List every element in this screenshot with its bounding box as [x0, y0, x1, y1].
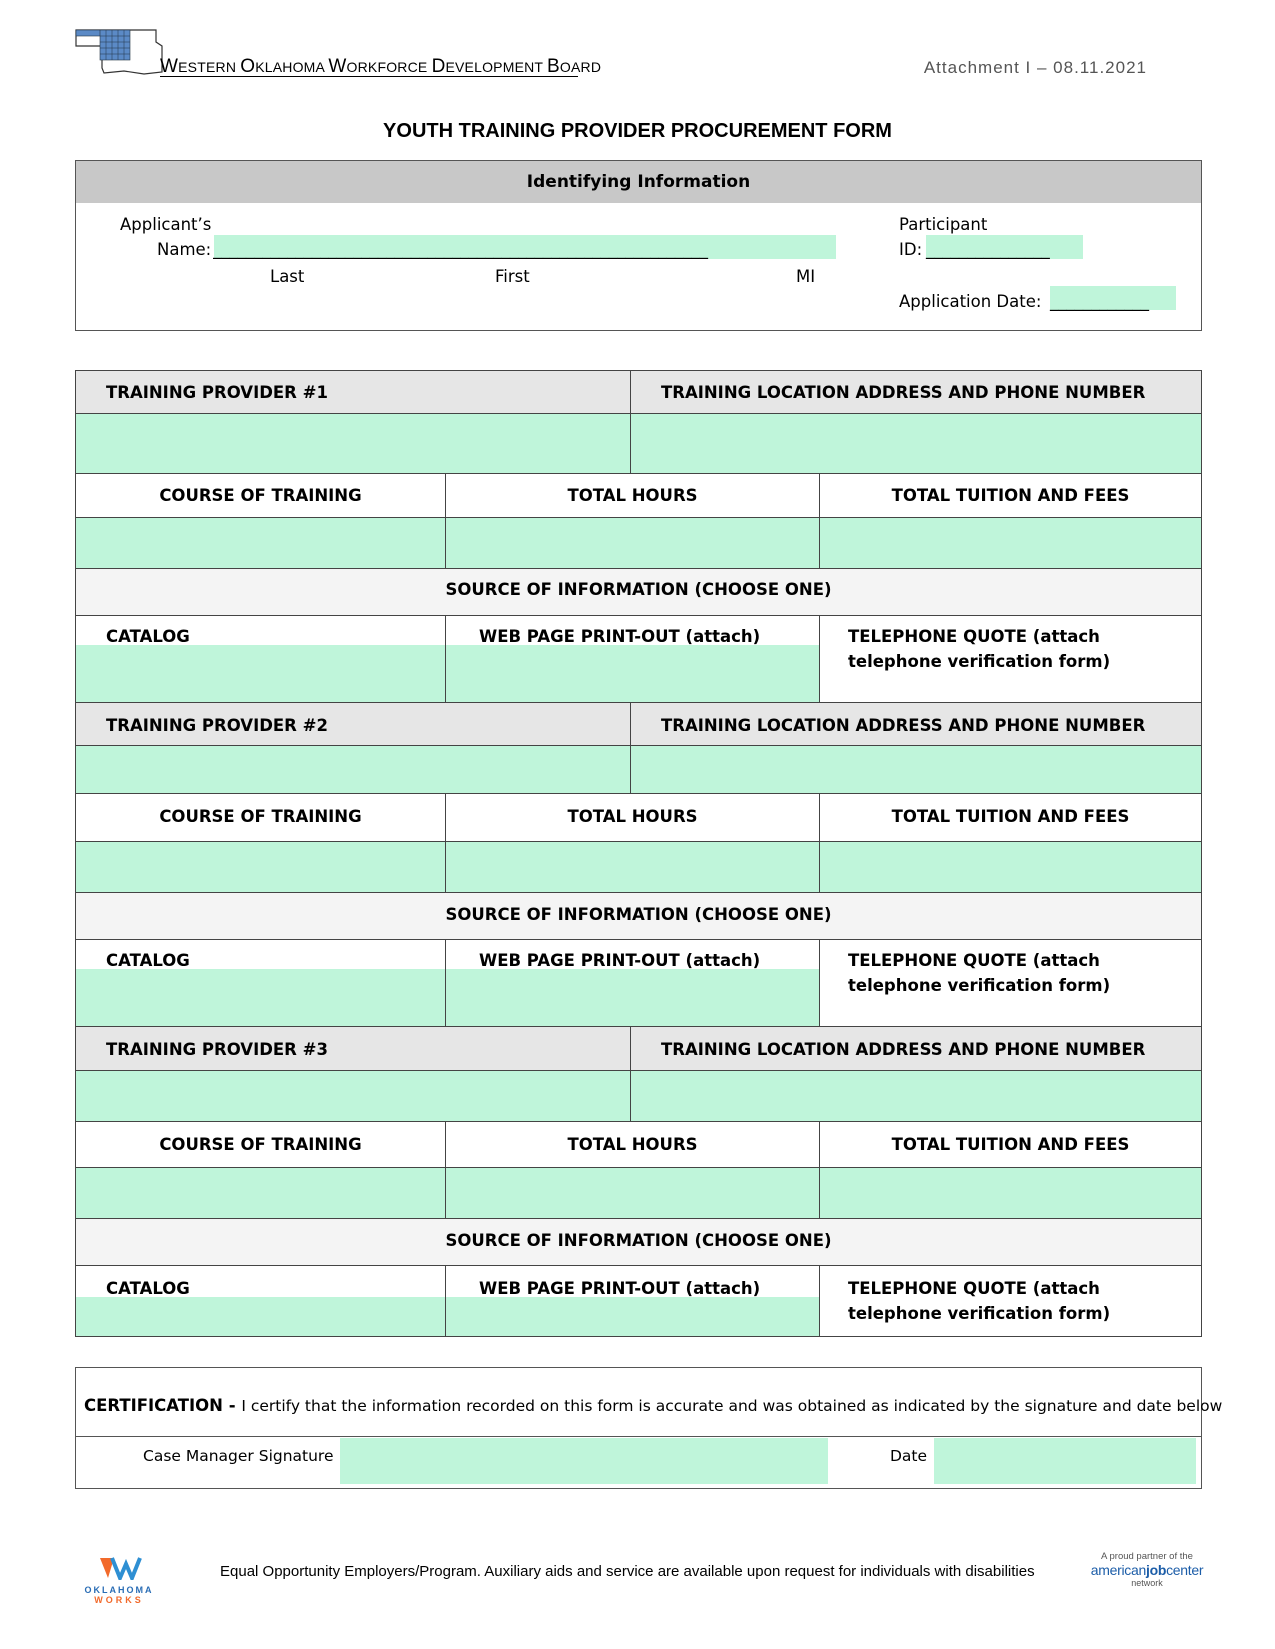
provider-2-web-input[interactable] — [446, 969, 819, 1026]
provider-1-name-input[interactable] — [75, 413, 631, 474]
provider-1-course-input[interactable] — [75, 517, 446, 569]
signature-input[interactable] — [340, 1438, 828, 1484]
provider-3-phone-label-1: TELEPHONE QUOTE (attach — [848, 1279, 1100, 1298]
provider-3-source-label: SOURCE OF INFORMATION (CHOOSE ONE) — [445, 1231, 832, 1250]
signature-label: Case Manager Signature — [143, 1447, 334, 1465]
attachment-label: Attachment I – 08.11.2021 — [923, 58, 1147, 77]
provider-2-phone-label-2: telephone verification form) — [848, 976, 1111, 995]
provider-2-hours-label: TOTAL HOURS — [567, 807, 698, 826]
participant-label: Participant — [899, 215, 988, 234]
provider-1-hours-label: TOTAL HOURS — [567, 486, 698, 505]
org-name: WESTERN OKLAHOMA WORKFORCE DEVELOPMENT BOARD — [160, 56, 602, 77]
org-underline — [160, 76, 578, 77]
provider-2-catalog-input[interactable] — [76, 969, 445, 1026]
provider-3-location-input[interactable] — [630, 1070, 1202, 1122]
name-label: Name: — [157, 240, 212, 259]
provider-1-location-label: TRAINING LOCATION ADDRESS AND PHONE NUMBER — [661, 383, 1146, 402]
provider-3-phone-cell — [819, 1265, 1202, 1337]
ajc-wordmark: americanjobcenter — [1090, 1562, 1204, 1578]
american-job-center-logo — [1088, 1551, 1206, 1588]
certification-text: CERTIFICATION - I certify that the information recorded on this form is accurate and was obtained as indicated by the signature and date below — [84, 1396, 1223, 1415]
application-date-underline: ____________ — [1050, 292, 1149, 311]
provider-1-location-input[interactable] — [630, 413, 1202, 474]
oklahoma-works-text-1: OKLAHOMA — [84, 1585, 154, 1595]
provider-1-label: TRAINING PROVIDER #1 — [106, 383, 328, 402]
provider-2-tuition-label: TOTAL TUITION AND FEES — [891, 807, 1130, 826]
provider-2-source-label: SOURCE OF INFORMATION (CHOOSE ONE) — [445, 905, 832, 924]
last-label: Last — [270, 267, 305, 286]
provider-3-name-input[interactable] — [75, 1070, 631, 1122]
provider-3-catalog-label: CATALOG — [106, 1279, 190, 1298]
certification-divider — [76, 1436, 1201, 1437]
provider-3-hours-input[interactable] — [445, 1167, 820, 1219]
provider-3-tuition-input[interactable] — [819, 1167, 1202, 1219]
oklahoma-works-text-2: WORKS — [94, 1595, 144, 1605]
cert-date-input[interactable] — [934, 1438, 1196, 1484]
page-title: YOUTH TRAINING PROVIDER PROCUREMENT FORM — [383, 120, 892, 142]
provider-1-source-label: SOURCE OF INFORMATION (CHOOSE ONE) — [445, 580, 832, 599]
provider-3-label: TRAINING PROVIDER #3 — [106, 1040, 328, 1059]
provider-2-phone-label-1: TELEPHONE QUOTE (attach — [848, 951, 1100, 970]
provider-1-catalog-input[interactable] — [76, 645, 445, 702]
oklahoma-map-logo — [74, 28, 164, 83]
provider-3-course-input[interactable] — [75, 1167, 446, 1219]
participant-id-underline: _______________ — [926, 240, 1050, 259]
provider-2-tuition-input[interactable] — [819, 841, 1202, 893]
provider-2-location-label: TRAINING LOCATION ADDRESS AND PHONE NUMBER — [661, 716, 1146, 735]
provider-1-phone-label-1: TELEPHONE QUOTE (attach — [848, 627, 1100, 646]
provider-2-location-input[interactable] — [630, 745, 1202, 794]
footer-disclaimer: Equal Opportunity Employers/Program. Auxiliary aids and service are available upon request for individuals with disabilities — [220, 1563, 1035, 1580]
provider-1-web-label: WEB PAGE PRINT-OUT (attach) — [479, 627, 761, 646]
provider-1-catalog-label: CATALOG — [106, 627, 190, 646]
provider-2-course-label: COURSE OF TRAINING — [159, 807, 362, 826]
provider-1-web-input[interactable] — [446, 645, 819, 702]
first-label: First — [495, 267, 530, 286]
provider-2-web-label: WEB PAGE PRINT-OUT (attach) — [479, 951, 761, 970]
provider-3-location-label: TRAINING LOCATION ADDRESS AND PHONE NUMBER — [661, 1040, 1146, 1059]
provider-1-tuition-input[interactable] — [819, 517, 1202, 569]
provider-3-course-label: COURSE OF TRAINING — [159, 1135, 362, 1154]
provider-3-catalog-input[interactable] — [76, 1297, 445, 1336]
provider-3-phone-label-2: telephone verification form) — [848, 1304, 1111, 1323]
identifying-heading: Identifying Information — [76, 161, 1201, 203]
provider-3-web-input[interactable] — [446, 1297, 819, 1336]
mi-label: MI — [796, 267, 816, 286]
provider-2-catalog-label: CATALOG — [106, 951, 190, 970]
oklahoma-works-mark-icon — [96, 1556, 142, 1580]
participant-id-label: ID: — [899, 240, 923, 259]
provider-1-course-label: COURSE OF TRAINING — [159, 486, 362, 505]
oklahoma-works-logo — [78, 1556, 160, 1605]
application-date-label: Application Date: — [899, 292, 1042, 311]
ajc-tagline: A proud partner of the — [1101, 1551, 1193, 1562]
name-underline: ____________________________________________________________ — [213, 240, 708, 259]
provider-3-hours-label: TOTAL HOURS — [567, 1135, 698, 1154]
provider-1-phone-label-2: telephone verification form) — [848, 652, 1111, 671]
provider-2-course-input[interactable] — [75, 841, 446, 893]
cert-date-label: Date — [890, 1447, 928, 1465]
applicant-label: Applicant’s — [120, 215, 212, 234]
provider-2-hours-input[interactable] — [445, 841, 820, 893]
provider-3-tuition-label: TOTAL TUITION AND FEES — [891, 1135, 1130, 1154]
provider-1-tuition-label: TOTAL TUITION AND FEES — [891, 486, 1130, 505]
ajc-network: network — [1131, 1578, 1163, 1588]
provider-3-web-label: WEB PAGE PRINT-OUT (attach) — [479, 1279, 761, 1298]
provider-1-hours-input[interactable] — [445, 517, 820, 569]
provider-2-label: TRAINING PROVIDER #2 — [106, 716, 328, 735]
provider-2-name-input[interactable] — [75, 745, 631, 794]
